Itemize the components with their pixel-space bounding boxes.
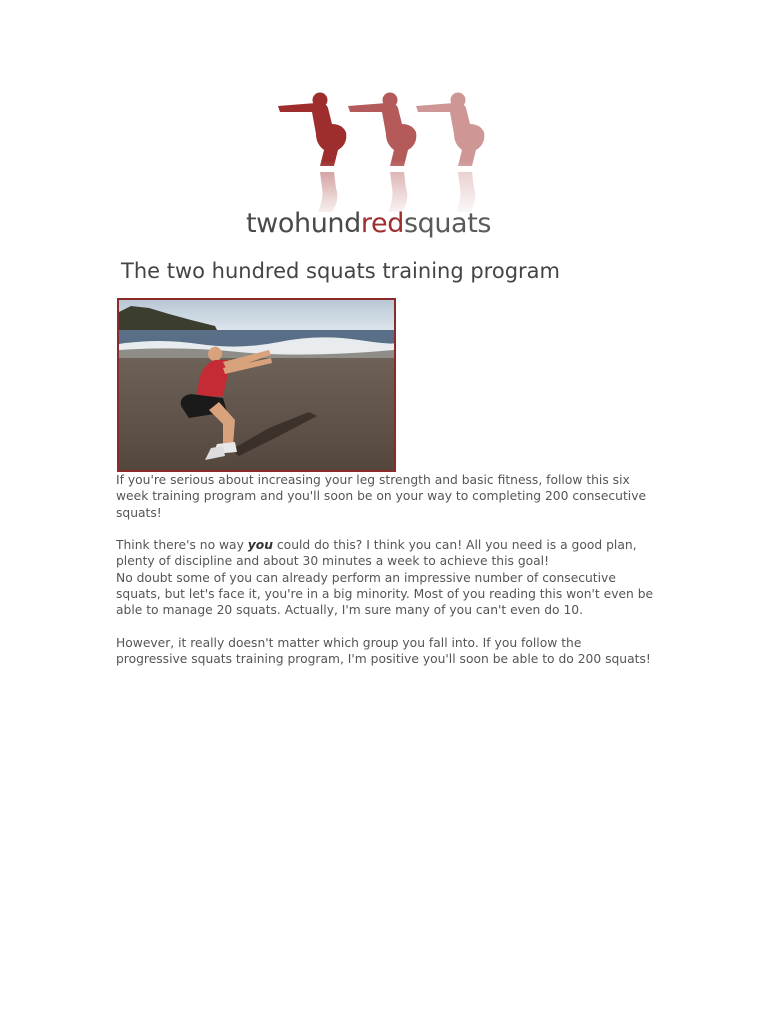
woman-squatting-on-beach-photo-icon: [119, 300, 394, 470]
paragraph-no-doubt: No doubt some of you can already perform an impressive number of consecutive squats, but let's face it, you're in a big minority. Most of you reading this won't even be able to manage 20 squats. Actually, I'm sure many of you can't even do 10.: [116, 570, 654, 618]
article-body: [116, 472, 656, 668]
wordmark-squats: squats: [403, 208, 492, 239]
paragraph-think: [116, 537, 656, 570]
wordmark-red: red: [360, 208, 404, 239]
emphasis-you: you: [247, 538, 273, 553]
paragraph-however: However, it really doesn't matter which group you fall into. If you follow the progressive squats training program, I'm positive you'll soon be able to do 200 squats!: [116, 635, 651, 667]
beach-squat-photo: [117, 298, 396, 472]
page-title: The two hundred squats training program: [121, 259, 560, 283]
paragraph-think-end: could do this? I think you can! All you need is a good plan, plenty of discipline and about 30 minutes a week to achieve this goal!: [116, 538, 637, 569]
brand-wordmark: [246, 208, 546, 239]
paragraph-think-start: Think there's no way: [116, 538, 248, 553]
wordmark-two: twohund: [246, 208, 361, 239]
paragraph-intro: If you're serious about increasing your leg strength and basic fitness, follow this six week training program and you'll soon be on your way to completing 200 consecutive squats!: [116, 473, 647, 520]
